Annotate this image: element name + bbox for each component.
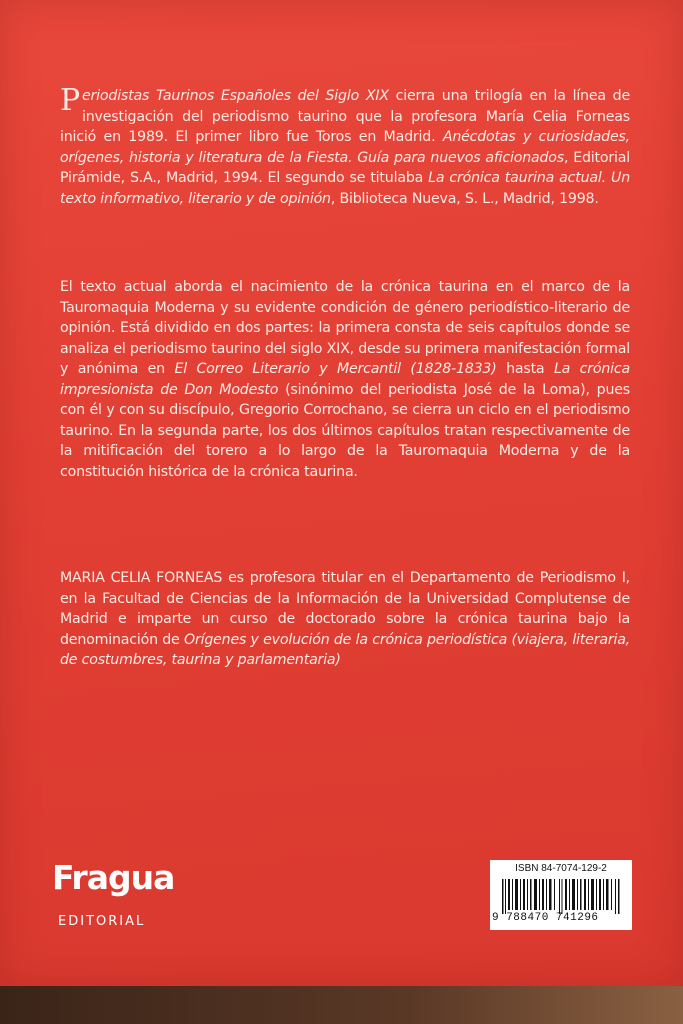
synopsis-paragraph-1 (60, 83, 630, 209)
drop-cap: P (60, 83, 80, 118)
author-bio-paragraph (60, 568, 630, 671)
p2-text-e: (sinónimo del periodista José de la Loma), pues con él y con su discípulo, Gregorio Corrochano, se cierra un ciclo en el periodismo taurino. En la segunda parte, los dos últimos capítulos tratan respectivamente de la mitificación del torero a lo largo de la Tauromaquia Moderna y de la constitución histórica de la crónica taurina. (60, 381, 631, 480)
wooden-surface (0, 986, 683, 1024)
p2-italic-b: El Correo Literario y Mercantil (1828-1833) (174, 361, 497, 377)
publisher-logo (52, 858, 182, 938)
p1-text-c: , Editorial Pirámide, S.A., Madrid, 1994. El segundo se titulaba (60, 149, 630, 186)
publisher-name: Fragua (52, 858, 175, 897)
p2-italic-d: La crónica impresionista de Don Modesto (60, 361, 630, 398)
p2-text-a: El texto actual aborda el nacimiento de la crónica taurina en el marco de la Tauromaquia Moderna y su evidente condición de género periodístico-literario de opinión. Está dividido en dos partes: la primera consta de seis capítulos donde se analiza el periodismo taurino del siglo XIX, desde su primera manifestación formal y anónima en (60, 279, 630, 377)
p3-italic-b: Orígenes y evolución de la crónica periodística (viajera, literaria, de costumbres, taurina y parlamentaria) (60, 631, 630, 668)
p1-italic-b: Anécdotas y curiosidades, orígenes, historia y literatura de la Fiesta. Guía para nuevos aficionados (60, 129, 630, 166)
p1-text-e: , Biblioteca Nueva, S. L., Madrid, 1998. (330, 190, 599, 207)
p1-italic-d: La crónica taurina actual. Un texto informativo, literario y de opinión (60, 170, 630, 207)
p1-text-a: cierra una trilogía en la línea de investigación del periodismo taurino que la profesora María Celia Forneas inició en 1989. El primer libro fue Toros en Madrid. (60, 88, 630, 145)
synopsis-paragraph-2 (60, 277, 630, 482)
p2-text-c: hasta (496, 361, 554, 377)
book-title-italic: eriodistas Taurinos Españoles del Siglo XIX (82, 88, 389, 104)
isbn-text: ISBN 84-7074-129-2 (515, 863, 607, 874)
barcode-digits: 9 788470 741296 (492, 912, 599, 924)
barcode-label (490, 860, 632, 930)
publisher-subtitle: EDITORIAL (58, 914, 146, 929)
p3-text-a: MARIA CELIA FORNEAS es profesora titular en el Departamento de Periodismo I, en la Facultad de Ciencias de la Información de la Universidad Complutense de Madrid e imparte un curso de doctorado sobre la crónica taurina bajo la denominación de (60, 570, 630, 648)
barcode-icon (502, 879, 620, 914)
